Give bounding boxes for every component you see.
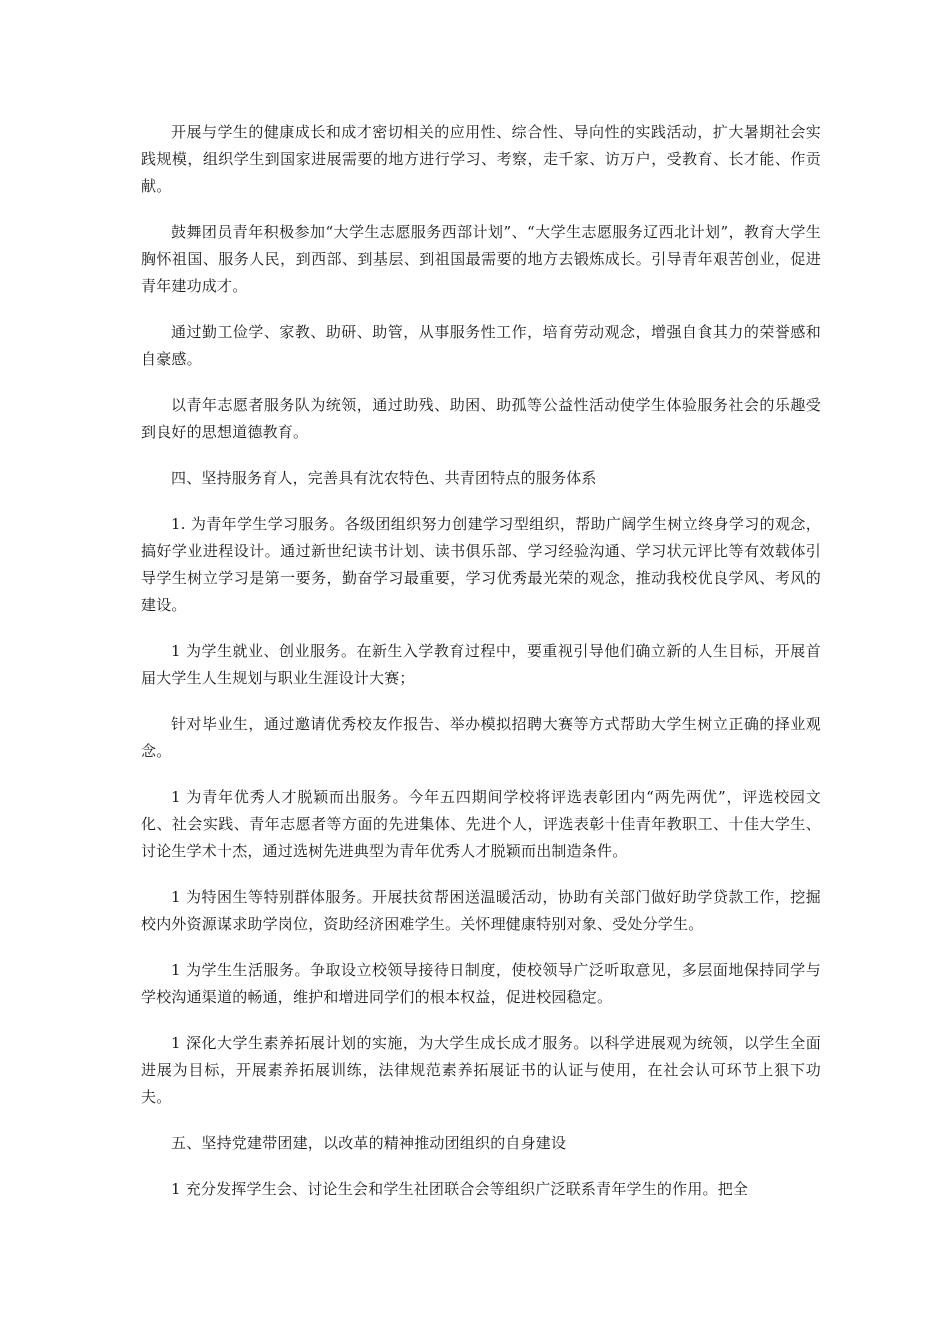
document-body bbox=[141, 119, 821, 1222]
paragraph-graduates: 针对毕业生，通过邀请优秀校友作报告、举办模拟招聘大赛等方式帮助大学生树立正确的择业观念。 bbox=[141, 715, 821, 760]
paragraph-work-study: 通过勤工俭学、家教、助研、助管，从事服务性工作，培育劳动观念，增强自食其力的荣誉感和自豪感。 bbox=[141, 323, 821, 368]
paragraph-student-organizations: 1 充分发挥学生会、讨论生会和学生社团联合会等组织广泛联系青年学生的作用。把全 bbox=[171, 1180, 749, 1198]
paragraph-volunteer-plans: 鼓舞团员青年积极参加“大学生志愿服务西部计划”、“大学生志愿服务辽西北计划”，教育大学生胸怀祖国、服务人民，到西部、到基层、到祖国最需要的地方去锻炼成长。引导青年艰苦创业，促进青年建功成才。 bbox=[141, 223, 821, 295]
paragraph-volunteer-service-team: 以青年志愿者服务队为统领，通过助残、助困、助孤等公益性活动使学生体验服务社会的乐趣受到良好的思想道德教育。 bbox=[141, 396, 821, 441]
paragraph-life-service: 1 为学生生活服务。争取设立校领导接待日制度，使校领导广泛听取意见，多层面地保持同学与学校沟通渠道的畅通，维护和增进同学们的根本权益，促进校园稳定。 bbox=[141, 961, 821, 1006]
paragraph-study-service: 1. 为青年学生学习服务。各级团组织努力创建学习型组织，帮助广阔学生树立终身学习的观念，搞好学业进程设计。通过新世纪读书计划、读书俱乐部、学习经验沟通、学习状元评比等有效载体引导学生树立学习是第一要务，勤奋学习最重要，学习优秀最光荣的观念，推动我校优良学风、考风的建设。 bbox=[141, 515, 821, 614]
paragraph-talent-service: 1 为青年优秀人才脱颖而出服务。今年五四期间学校将评选表彰团内“两先两优”，评选校园文化、社会实践、青年志愿者等方面的先进集体、先进个人，评选表彰十佳青年教职工、十佳大学生、讨论生学术十杰，通过选树先进典型为青年优秀人才脱颖而出制造条件。 bbox=[141, 788, 821, 860]
paragraph-practice-activities: 开展与学生的健康成长和成才密切相关的应用性、综合性、导向性的实践活动，扩大暑期社会实践规模，组织学生到国家进展需要的地方进行学习、考察，走千家、访万户，受教育、长才能、作贡献。 bbox=[141, 123, 821, 195]
paragraph-special-groups: 1 为特困生等特别群体服务。开展扶贫帮困送温暖活动，协助有关部门做好助学贷款工作，挖掘校内外资源谋求助学岗位，资助经济困难学生。关怀理健康特别对象、受处分学生。 bbox=[141, 888, 821, 933]
section-heading-4: 四、坚持服务育人，完善具有沈农特色、共青团特点的服务体系 bbox=[171, 469, 597, 487]
section-heading-5: 五、坚持党建带团建，以改革的精神推动团组织的自身建设 bbox=[171, 1134, 567, 1152]
paragraph-employment-service: 1 为学生就业、创业服务。在新生入学教育过程中，要重视引导他们确立新的人生目标，开展首届大学生人生规划与职业生涯设计大赛； bbox=[141, 642, 821, 687]
paragraph-quality-expansion: 1 深化大学生素养拓展计划的实施，为大学生成长成才服务。以科学进展观为统领，以学生全面进展为目标，开展素养拓展训练，法律规范素养拓展证书的认证与使用，在社会认可环节上狠下功夫。 bbox=[141, 1034, 821, 1106]
